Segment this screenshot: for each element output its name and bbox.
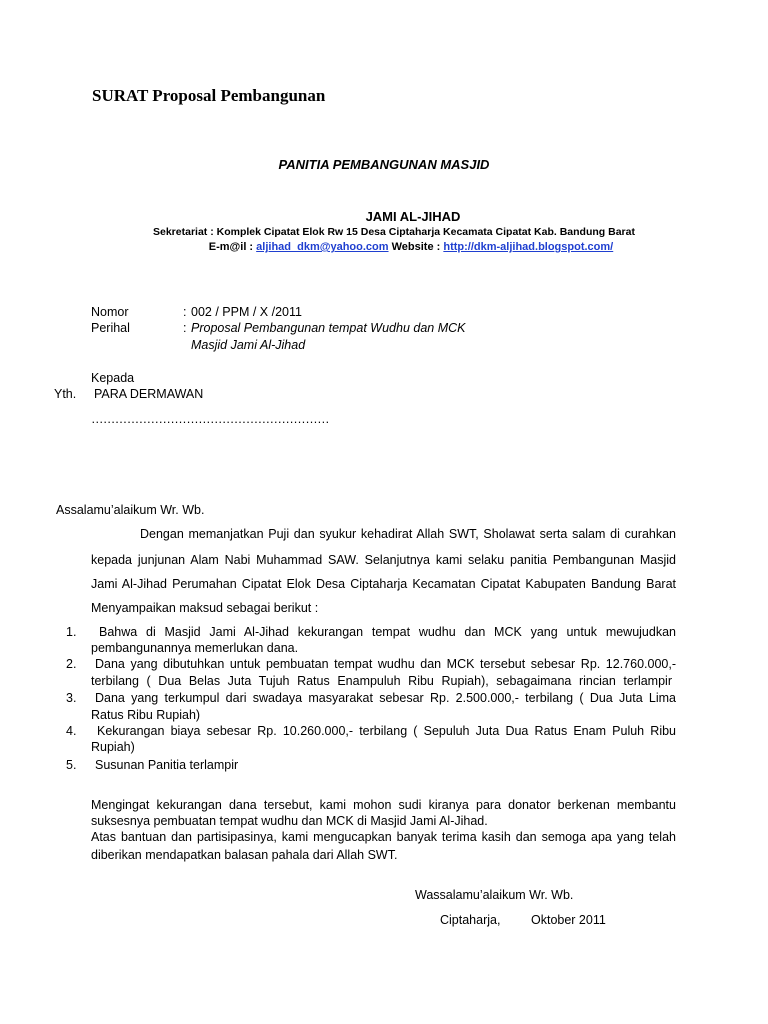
list-text: Bahwa di Masjid Jami Al-Jihad kekurangan tempat wudhu dan MCK yang untuk mewujudkan	[99, 625, 676, 639]
farewell: Wassalamu’alaikum Wr. Wb.	[415, 888, 574, 902]
yth-label: Yth.	[54, 387, 77, 401]
list-text: Susunan Panitia terlampir	[95, 758, 239, 772]
paragraph-line: Dengan memanjatkan Puji dan syukur kehadirat Allah SWT, Sholawat serta salam di curahkan	[140, 527, 676, 541]
perihal-value-cont: Masjid Jami Al-Jihad	[191, 338, 306, 352]
list-text: terbilang ( Dua Belas Juta Tujuh Ratus Enampuluh Ribu Rupiah), sebagaimana rincian terlampir	[91, 674, 672, 688]
perihal-colon: :	[183, 321, 187, 335]
committee-heading: PANITIA PEMBANGUNAN MASJID	[278, 157, 490, 172]
closing-line: suksesnya pembuatan tempat wudhu dan MCK di Masjid Jami Al-Jihad.	[91, 814, 488, 828]
list-number: 4.	[66, 724, 77, 738]
nomor-value: 002 / PPM / X /2011	[191, 305, 302, 319]
list-number: 2.	[66, 657, 77, 671]
nomor-row	[91, 305, 302, 319]
kepada-label: Kepada	[91, 371, 135, 385]
greeting: Assalamu’alaikum Wr. Wb.	[56, 503, 205, 517]
list-text: Kekurangan biaya sebesar Rp. 10.260.000,- terbilang ( Sepuluh Juta Dua Ratus Enam Puluh Ribu	[97, 724, 676, 738]
closing-line: Atas bantuan dan partisipasinya, kami mengucapkan banyak terima kasih dan semoga apa yang telah	[91, 830, 676, 844]
letter-title: SURAT Proposal Pembangunan	[92, 86, 326, 105]
list-number: 5.	[66, 758, 77, 772]
contact-line	[0, 241, 768, 253]
list-text: Dana yang dibutuhkan untuk pembuatan tempat wudhu dan MCK tersebut sebesar Rp. 12.760.000,-	[95, 657, 676, 671]
email-label: E-m@il :	[208, 241, 257, 253]
list-number: 3.	[66, 691, 77, 705]
website-link[interactable]: http://dkm-aljihad.blogspot.com/	[443, 241, 614, 253]
paragraph-line: Jami Al-Jihad Perumahan Cipatat Elok Desa Ciptaharja Kecamatan Cipatat Kabupaten Bandung Barat	[91, 577, 676, 591]
perihal-label: Perihal	[91, 321, 130, 335]
secretariat-address: Sekretariat : Komplek Cipatat Elok Rw 15 Desa Ciptaharja Kecamata Cipatat Kab. Bandung Barat	[153, 226, 635, 238]
nomor-label: Nomor	[91, 305, 129, 319]
signing-date: Oktober 2011	[531, 913, 606, 927]
paragraph-line: kepada junjunan Alam Nabi Muhammad SAW. Selanjutnya kami selaku panitia Pembangunan Masjid	[91, 553, 676, 567]
list-text: pembangunannya memerlukan dana.	[91, 641, 299, 655]
recipient-name: PARA DERMAWAN	[94, 387, 204, 401]
paragraph-line: Menyampaikan maksud sebagai berikut :	[91, 601, 319, 615]
closing-line: Mengingat kekurangan dana tersebut, kami mohon sudi kiranya para donator berkenan membantu	[91, 798, 676, 812]
list-number: 1.	[66, 625, 77, 639]
mosque-name: JAMI AL-JIHAD	[365, 209, 461, 224]
website-label: Website :	[388, 241, 444, 253]
list-text: Dana yang terkumpul dari swadaya masyarakat sebesar Rp. 2.500.000,- terbilang ( Dua Juta Lima	[95, 691, 676, 705]
signing-place: Ciptaharja,	[440, 913, 501, 927]
perihal-value: Proposal Pembangunan tempat Wudhu dan MCK	[191, 321, 466, 335]
list-text: Ratus Ribu Rupiah)	[91, 708, 201, 722]
email-link[interactable]: aljihad_dkm@yahoo.com	[256, 241, 389, 253]
recipient-dots: ……………………………………………………	[91, 412, 330, 426]
list-text: Rupiah)	[91, 740, 135, 754]
nomor-colon: :	[183, 305, 187, 319]
closing-line: diberikan mendapatkan balasan pahala dari Allah SWT.	[91, 848, 398, 862]
perihal-row	[91, 321, 465, 335]
